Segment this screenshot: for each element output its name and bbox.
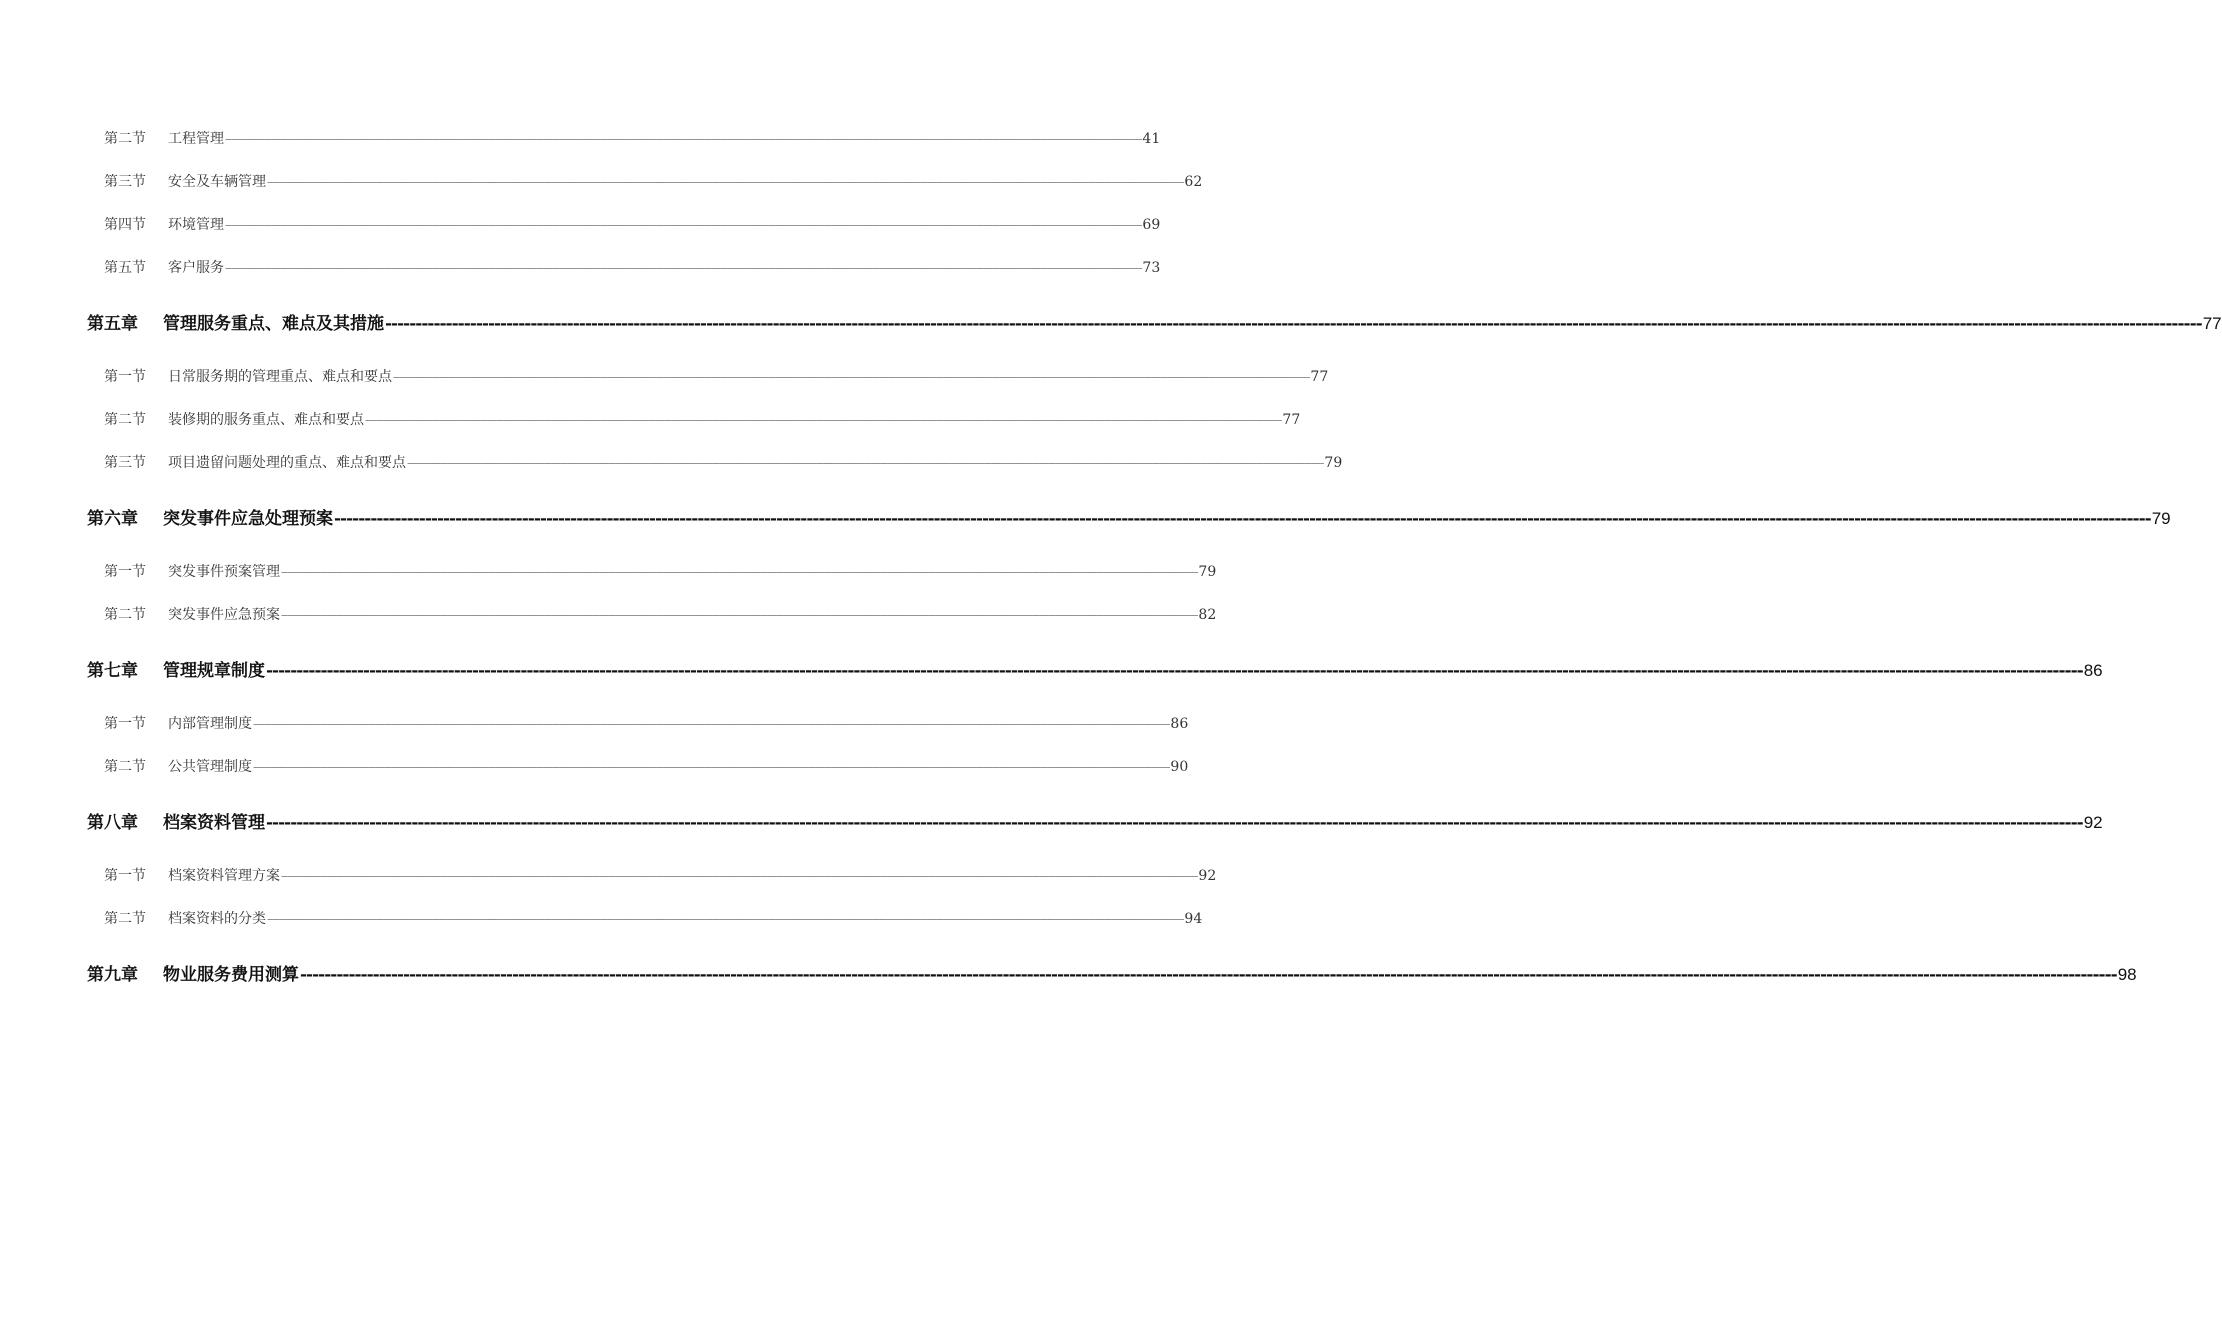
toc-entry-title: 安全及车辆管理 (168, 174, 266, 190)
toc-entry-page: 69 (1142, 217, 1161, 233)
toc-entry-label: 第四节 (104, 217, 146, 233)
toc-entry[interactable] (104, 865, 1217, 885)
toc-chapter-page: 98 (2117, 965, 2137, 984)
toc-chapter-label: 第八章 (87, 813, 138, 833)
toc-entry-title: 日常服务期的管理重点、难点和要点 (168, 369, 392, 385)
toc-chapter-title: 档案资料管理 (163, 813, 265, 833)
toc-entry-title: 突发事件预案管理 (168, 564, 280, 580)
toc-chapter-label: 第五章 (87, 314, 138, 334)
toc-entry-page: 92 (1198, 868, 1217, 884)
toc-chapter-label: 第七章 (87, 661, 138, 681)
toc-entry-title: 客户服务 (168, 260, 224, 276)
toc-chapter-label: 第九章 (87, 965, 138, 985)
toc-chapter-title: 物业服务费用测算 (163, 965, 299, 985)
toc-entry-page: 86 (1170, 716, 1189, 732)
dot-leader: ------------------------------------------------------------------------------------------------------------------------------------------------------------------------------------------------------------------------------------------------------------------------------------------------------------ (281, 565, 1198, 579)
toc-entry-page: 77 (1310, 369, 1329, 385)
dot-leader: ------------------------------------------------------------------------------------------------------------------------------------------------------------------------------------------------------------------------------------------------------------------------------------------------------------ (267, 175, 1184, 189)
toc-entry[interactable] (104, 171, 1203, 191)
toc-entry-label: 第二节 (104, 131, 146, 147)
toc-entry[interactable] (104, 214, 1161, 234)
dot-leader: ------------------------------------------------------------------------------------------------------------------------------------------------------------------------------------------------------------------------------------------------------------------------------------------------------------ (253, 717, 1170, 731)
toc-entry[interactable] (104, 908, 1203, 928)
toc-entry[interactable] (104, 604, 1217, 624)
toc-chapter-page: 79 (2151, 509, 2171, 528)
dot-leader: ------------------------------------------------------------------------------------------------------------------------------------------------------------------------------------------------------------------------------------------------------------------------------------------------------------ (225, 218, 1142, 232)
toc-chapter-entry[interactable] (87, 960, 2137, 985)
toc-chapter-entry[interactable] (87, 309, 2222, 334)
toc-entry-title: 装修期的服务重点、难点和要点 (168, 412, 364, 428)
toc-entry-label: 第一节 (104, 564, 146, 580)
toc-chapter-title: 管理规章制度 (163, 661, 265, 681)
toc-entry-label: 第二节 (104, 911, 146, 927)
toc-entry-label: 第五节 (104, 260, 146, 276)
toc-chapter-page: 86 (2083, 661, 2103, 680)
dot-leader: ------------------------------------------------------------------------------------------------------------------------------------------------------------------------------------------------------------------------------------------------------------------------------------------------------------ (393, 370, 1310, 384)
dot-leader: ------------------------------------------------------------------------------------------------------------------------------------------------------------------------------------------------------------------------------------------------------------------------------------------------------------ (225, 132, 1142, 146)
toc-entry[interactable] (104, 366, 1329, 386)
toc-chapter-title: 管理服务重点、难点及其措施 (163, 314, 384, 334)
toc-entry-page: 94 (1184, 911, 1203, 927)
toc-entry-label: 第一节 (104, 716, 146, 732)
toc-entry-title: 环境管理 (168, 217, 224, 233)
toc-entry-label: 第一节 (104, 369, 146, 385)
dash-leader: ------------------------------------------------------------------------------------------------------------------------------------------------------------------------------------------------------------------------------------------------------------------------------------------------------------ (334, 509, 2151, 529)
dot-leader: ------------------------------------------------------------------------------------------------------------------------------------------------------------------------------------------------------------------------------------------------------------------------------------------------------------ (281, 608, 1198, 622)
toc-entry-page: 73 (1142, 260, 1161, 276)
toc-entry-page: 77 (1282, 412, 1301, 428)
toc-entry-title: 工程管理 (168, 131, 224, 147)
toc-entry[interactable] (104, 561, 1217, 581)
toc-entry-label: 第二节 (104, 412, 146, 428)
toc-entry-page: 62 (1184, 174, 1203, 190)
dot-leader: ------------------------------------------------------------------------------------------------------------------------------------------------------------------------------------------------------------------------------------------------------------------------------------------------------------ (267, 912, 1184, 926)
toc-chapter-page: 77 (2202, 314, 2222, 333)
toc-entry-label: 第二节 (104, 759, 146, 775)
toc-entry[interactable] (104, 756, 1189, 776)
toc-entry-page: 90 (1170, 759, 1189, 775)
toc-entry-title: 公共管理制度 (168, 759, 252, 775)
toc-entry[interactable] (104, 409, 1301, 429)
dash-leader: ------------------------------------------------------------------------------------------------------------------------------------------------------------------------------------------------------------------------------------------------------------------------------------------------------------ (266, 661, 2083, 681)
toc-chapter-entry[interactable] (87, 504, 2171, 529)
toc-chapter-label: 第六章 (87, 509, 138, 529)
toc-entry-title: 突发事件应急预案 (168, 607, 280, 623)
toc-entry-title: 档案资料的分类 (168, 911, 266, 927)
dot-leader: ------------------------------------------------------------------------------------------------------------------------------------------------------------------------------------------------------------------------------------------------------------------------------------------------------------ (407, 456, 1324, 470)
dash-leader: ------------------------------------------------------------------------------------------------------------------------------------------------------------------------------------------------------------------------------------------------------------------------------------------------------------ (385, 314, 2202, 334)
toc-entry-label: 第三节 (104, 174, 146, 190)
toc-entry-page: 41 (1142, 131, 1161, 147)
toc-entry[interactable] (104, 452, 1343, 472)
dot-leader: ------------------------------------------------------------------------------------------------------------------------------------------------------------------------------------------------------------------------------------------------------------------------------------------------------------ (281, 869, 1198, 883)
toc-chapter-entry[interactable] (87, 656, 2103, 681)
toc-entry-page: 79 (1324, 455, 1343, 471)
toc-chapter-title: 突发事件应急处理预案 (163, 509, 333, 529)
toc-entry-label: 第二节 (104, 607, 146, 623)
dot-leader: ------------------------------------------------------------------------------------------------------------------------------------------------------------------------------------------------------------------------------------------------------------------------------------------------------------ (225, 261, 1142, 275)
dash-leader: ------------------------------------------------------------------------------------------------------------------------------------------------------------------------------------------------------------------------------------------------------------------------------------------------------------ (266, 813, 2083, 833)
toc-entry[interactable] (104, 128, 1161, 148)
toc-entry-label: 第一节 (104, 868, 146, 884)
toc-chapter-page: 92 (2083, 813, 2103, 832)
toc-entry[interactable] (104, 257, 1161, 277)
toc-entry-title: 项目遗留问题处理的重点、难点和要点 (168, 455, 406, 471)
toc-entry[interactable] (104, 713, 1189, 733)
toc-entry-title: 档案资料管理方案 (168, 868, 280, 884)
toc-entry-page: 79 (1198, 564, 1217, 580)
dot-leader: ------------------------------------------------------------------------------------------------------------------------------------------------------------------------------------------------------------------------------------------------------------------------------------------------------------ (365, 413, 1282, 427)
dot-leader: ------------------------------------------------------------------------------------------------------------------------------------------------------------------------------------------------------------------------------------------------------------------------------------------------------------ (253, 760, 1170, 774)
toc-entry-page: 82 (1198, 607, 1217, 623)
dash-leader: ------------------------------------------------------------------------------------------------------------------------------------------------------------------------------------------------------------------------------------------------------------------------------------------------------------ (300, 965, 2117, 985)
toc-chapter-entry[interactable] (87, 808, 2103, 833)
toc-entry-title: 内部管理制度 (168, 716, 252, 732)
toc-entry-label: 第三节 (104, 455, 146, 471)
